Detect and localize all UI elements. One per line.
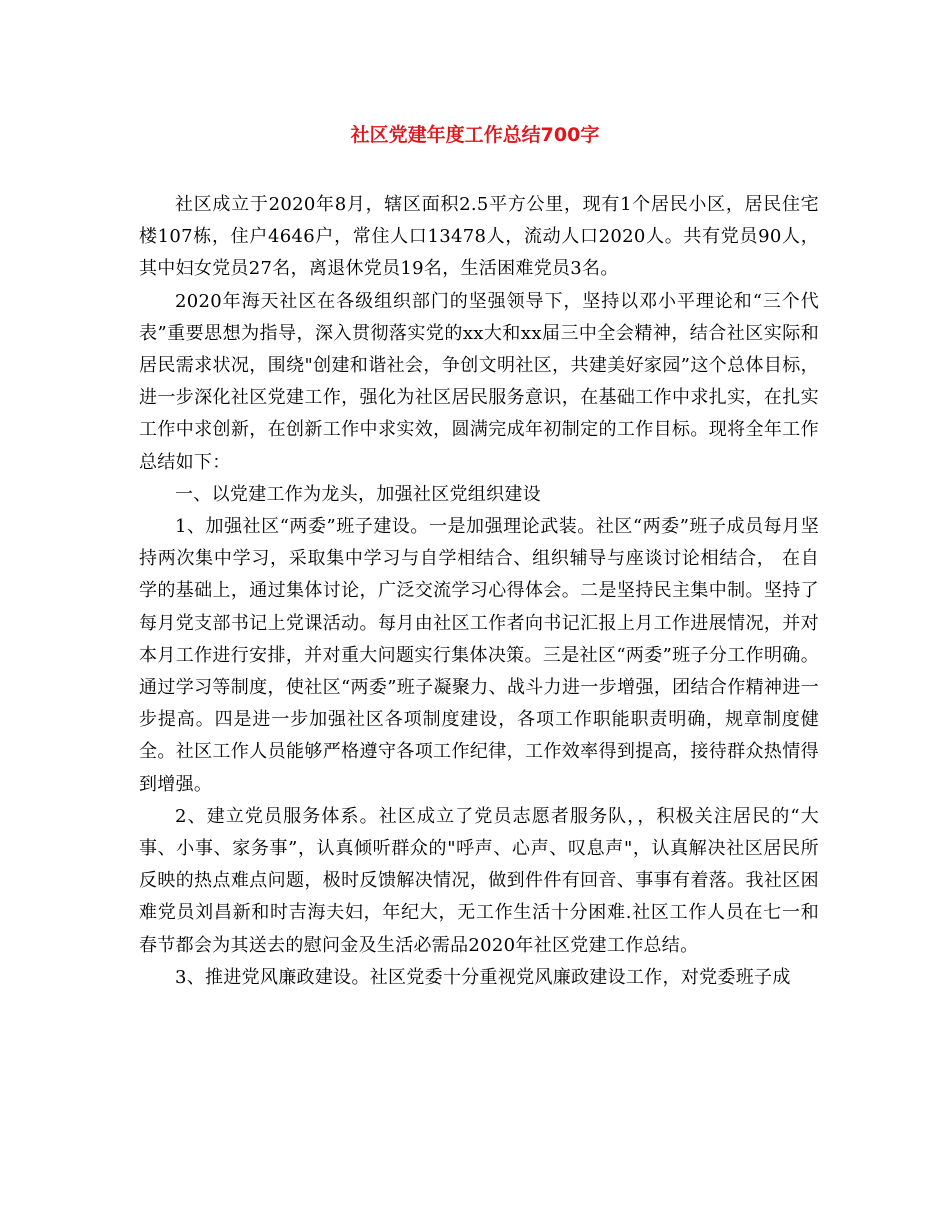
document-title: 社区党建年度工作总结700字 (350, 124, 600, 146)
paragraph-leadership-building: 1、加强社区“两委”班子建设。一是加强理论武装。社区“两委”班子成员每月坚持两次集中学习，采取集中学习与自学相结合、组织辅导与座谈讨论相结合， 在自学的基础上，通过集体讨论，广泛交流学习心得体会。二是坚持民主集中制。坚持了每月党支部书记上党课活动。每月由社区工作者向书记汇报上月工作进展情况，并对本月工作进行安排，并对重大问题实行集体决策。三是社区“两委”班子分工作明确。通过学习等制度，使社区“两委”班子凝聚力、战斗力进一步增强，团结合作精神进一步提高。四是进一步加强社区各项制度建设，各项工作职能职责明确，规章制度健全。社区工作人员能够严格遵守各项工作纪律，工作效率得到提高，接待群众热情得到增强。 (139, 516, 819, 795)
paragraph-integrity-building: 3、推进党风廉政建设。社区党委十分重视党风廉政建设工作，对党委班子成 (175, 966, 791, 988)
section-heading-party-building: 一、以党建工作为龙头，加强社区党组织建设 (175, 483, 541, 505)
paragraph-annual-guidance: 2020年海天社区在各级组织部门的坚强领导下，坚持以邓小平理论和“三个代表”重要思想为指导，深入贯彻落实党的xx大和xx届三中全会精神，结合社区实际和居民需求状况，围绕"创建和谐社会，争创文明社区，共建美好家园”这个总体目标，进一步深化社区党建工作，强化为社区居民服务意识，在基础工作中求扎实，在扎实工作中求创新，在创新工作中求实效，圆满完成年初制定的工作目标。现将全年工作总结如下： (139, 290, 819, 473)
paragraph-member-service-system: 2、建立党员服务体系。社区成立了党员志愿者服务队，，积极关注居民的“大事、小事、家务事”，认真倾听群众的"呼声、心声、叹息声"，认真解决社区居民所反映的热点难点问题，极时反馈解决情况，做到件件有回音、事事有着落。我社区困难党员刘昌新和时吉海夫妇，年纪大，无工作生活十分困难.社区工作人员在七一和春节都会为其送去的慰问金及生活必需品2020年社区党建工作总结。 (139, 805, 819, 956)
document-body (139, 189, 819, 994)
paragraph-community-overview: 社区成立于2020年8月，辖区面积2.5平方公里，现有1个居民小区，居民住宅楼107栋，住户4646户，常住人口13478人，流动人口2020人。共有党员90人，其中妇女党员27名，离退休党员19名，生活困难党员3名。 (139, 194, 819, 280)
